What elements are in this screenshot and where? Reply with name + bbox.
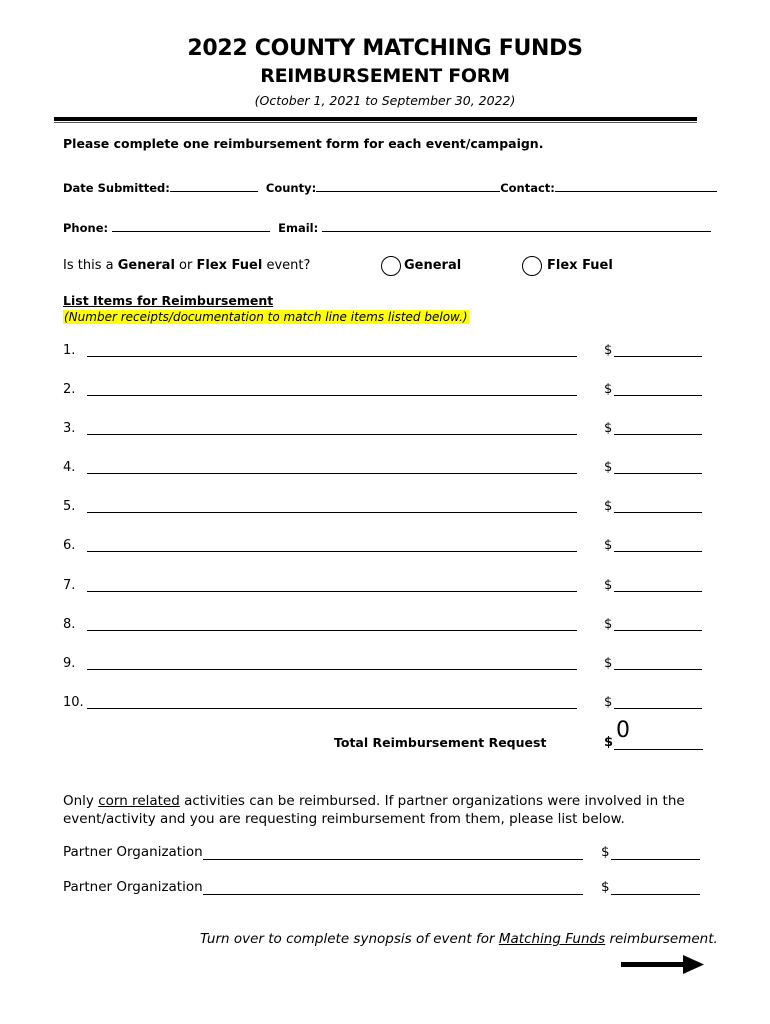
line-item-amount-field[interactable] <box>614 669 702 670</box>
line-item-amount-field[interactable] <box>614 434 702 435</box>
header-divider <box>54 117 697 121</box>
line-item <box>63 578 703 594</box>
line-item-number: 6. <box>63 538 76 553</box>
form-period: (October 1, 2021 to September 30, 2022) <box>254 93 516 108</box>
email-label: Email: <box>278 221 319 235</box>
contact-field[interactable] <box>555 179 717 192</box>
form-subtitle: REIMBURSEMENT FORM <box>260 65 510 87</box>
info-row-1 <box>63 179 717 195</box>
line-item-amount-field[interactable] <box>614 512 702 513</box>
line-item-number: 5. <box>63 499 76 514</box>
county-field[interactable] <box>316 179 500 192</box>
line-item-dollar-sign: $ <box>604 343 613 358</box>
general-radio-label: General <box>404 258 462 273</box>
line-item <box>63 617 703 633</box>
line-item-dollar-sign: $ <box>604 382 613 397</box>
line-item-dollar-sign: $ <box>604 460 613 475</box>
partner-organization-label: Partner Organization <box>63 879 203 895</box>
partner-organization-field[interactable] <box>203 859 583 860</box>
line-item-dollar-sign: $ <box>604 538 613 553</box>
partner-amount-field[interactable] <box>611 859 700 860</box>
total-dollar-sign: $ <box>604 735 614 750</box>
line-item <box>63 460 703 476</box>
line-item-description-field[interactable] <box>87 708 577 709</box>
line-item-amount-field[interactable] <box>614 630 702 631</box>
line-item-amount-field[interactable] <box>614 551 702 552</box>
form-title: 2022 COUNTY MATCHING FUNDS <box>187 36 583 61</box>
email-field[interactable] <box>322 219 711 232</box>
total-amount-field[interactable] <box>614 749 703 750</box>
line-item-amount-field[interactable] <box>614 591 702 592</box>
question-flex-word: Flex Fuel <box>196 258 263 273</box>
line-item-description-field[interactable] <box>87 434 577 435</box>
footer-text-end: reimbursement. <box>605 931 718 947</box>
line-item-description-field[interactable] <box>87 473 577 474</box>
header-divider-shadow <box>54 122 697 123</box>
line-item-number: 2. <box>63 382 76 397</box>
line-item-dollar-sign: $ <box>604 421 613 436</box>
line-item-number: 7. <box>63 578 76 593</box>
line-item-number: 3. <box>63 421 76 436</box>
line-item-amount-field[interactable] <box>614 708 702 709</box>
general-radio[interactable] <box>381 256 401 276</box>
flex-fuel-radio-label: Flex Fuel <box>547 258 613 273</box>
partner-dollar-sign: $ <box>601 879 610 895</box>
right-arrow-icon <box>621 954 705 976</box>
line-item-amount-field[interactable] <box>614 473 702 474</box>
partner-organization-field[interactable] <box>203 894 583 895</box>
line-item-dollar-sign: $ <box>604 656 613 671</box>
partner-row <box>63 844 703 860</box>
line-item-description-field[interactable] <box>87 356 577 357</box>
line-item-description-field[interactable] <box>87 669 577 670</box>
partner-amount-field[interactable] <box>611 894 700 895</box>
partner-para-start: Only <box>63 793 99 809</box>
line-item <box>63 656 703 672</box>
line-item-description-field[interactable] <box>87 591 577 592</box>
line-item <box>63 343 703 359</box>
line-item <box>63 538 703 554</box>
line-item-number: 8. <box>63 617 76 632</box>
partner-para-end: activities can be reimbursed. If partner organizations were involved in the event/activity and you are requesting reimbursement from them, please list below. <box>63 793 685 827</box>
corn-related-text: corn related <box>98 793 180 809</box>
total-label: Total Reimbursement Request <box>334 735 547 750</box>
line-item-dollar-sign: $ <box>604 617 613 632</box>
line-item-description-field[interactable] <box>87 395 577 396</box>
line-item-description-field[interactable] <box>87 630 577 631</box>
line-item-number: 1. <box>63 343 76 358</box>
partner-dollar-sign: $ <box>601 844 610 860</box>
flex-fuel-radio[interactable] <box>522 256 542 276</box>
question-general-word: General <box>117 258 175 273</box>
line-item-description-field[interactable] <box>87 512 577 513</box>
question-or: or <box>174 258 197 273</box>
event-type-question <box>63 258 310 273</box>
line-item-number: 4. <box>63 460 76 475</box>
line-item <box>63 499 703 515</box>
line-item-number: 9. <box>63 656 76 671</box>
instruction-text: Please complete one reimbursement form for each event/campaign. <box>63 136 544 151</box>
info-row-2 <box>63 219 711 235</box>
total-value[interactable]: 0 <box>616 718 630 743</box>
question-text-prefix: Is this a <box>63 258 118 273</box>
partner-row <box>63 879 703 895</box>
matching-funds-text: Matching Funds <box>498 931 606 947</box>
line-item-number: 10. <box>63 695 84 710</box>
footer-text-start: Turn over to complete synopsis of event for <box>200 931 499 947</box>
line-item-dollar-sign: $ <box>604 578 613 593</box>
line-item-amount-field[interactable] <box>614 395 702 396</box>
list-title: List Items for Reimbursement <box>63 293 274 308</box>
line-item-amount-field[interactable] <box>614 356 702 357</box>
phone-field[interactable] <box>112 219 270 232</box>
line-item <box>63 421 703 437</box>
line-item-description-field[interactable] <box>87 551 577 552</box>
question-text-suffix: event? <box>262 258 311 273</box>
county-label: County: <box>265 181 317 195</box>
partner-organization-label: Partner Organization <box>63 844 203 860</box>
footer-note <box>200 931 718 947</box>
partner-instructions <box>63 792 713 828</box>
phone-label: Phone: <box>63 221 109 235</box>
line-item-dollar-sign: $ <box>604 499 613 514</box>
line-item-dollar-sign: $ <box>604 695 613 710</box>
line-item <box>63 382 703 398</box>
contact-label: Contact: <box>500 181 555 195</box>
list-note: (Number receipts/documentation to match line items listed below.) <box>64 310 468 324</box>
date-submitted-field[interactable] <box>170 179 258 192</box>
date-submitted-label: Date Submitted: <box>63 181 170 195</box>
line-item <box>63 695 703 711</box>
